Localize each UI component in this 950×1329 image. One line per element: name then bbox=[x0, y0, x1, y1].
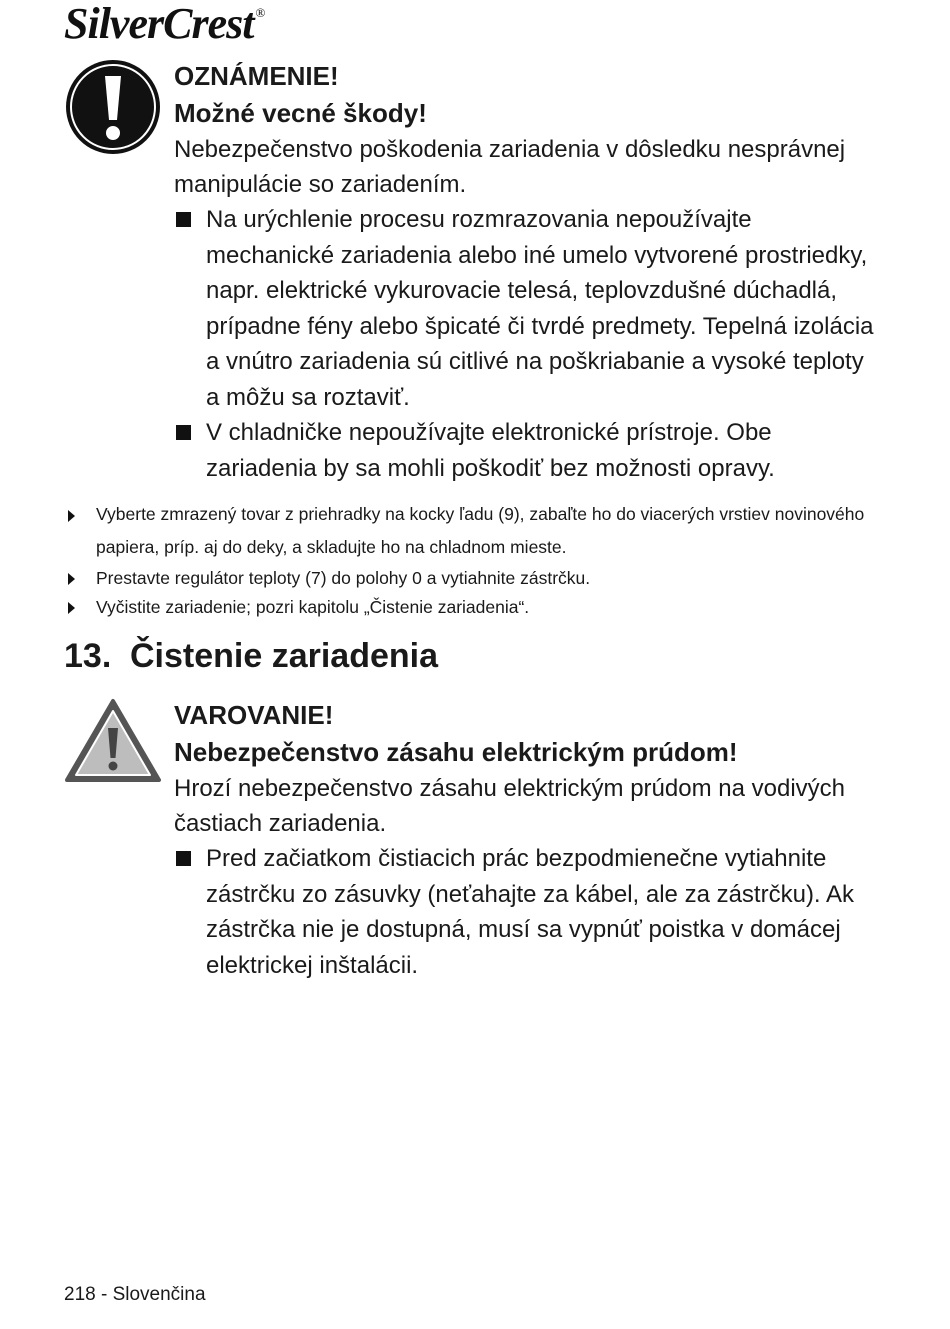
notice-bullet-text: Na urýchlenie procesu rozmrazovania nepoužívajte mechanické zariadenia alebo iné umelo vytvorené prostriedky, napr. elektrické vykurovacie telesá, teplovzdušné dúchadlá, prípadne fény alebo špicaté či tvrdé predmety. Tepelná izolácia a vnútro zariadenia sú citlivé na poškriabanie a vysoké teploty a môžu sa roztaviť. bbox=[206, 206, 874, 411]
step-item bbox=[64, 498, 884, 564]
warning-subtitle: Nebezpečenstvo zásahu elektrickým prúdom! bbox=[174, 737, 738, 767]
brand-logo bbox=[64, 2, 264, 46]
notice-bullet bbox=[174, 202, 874, 415]
arrow-bullet-icon bbox=[68, 573, 75, 585]
warning-lead: Hrozí nebezpečenstvo zásahu elektrickým prúdom na vodivých častiach zariadenia. bbox=[174, 775, 845, 837]
notice-bullet-text: V chladničke nepoužívajte elektronické prístroje. Obe zariadenia by sa mohli poškodiť bez možnosti opravy. bbox=[206, 419, 775, 482]
square-bullet-icon bbox=[176, 851, 191, 866]
notice-block bbox=[174, 58, 874, 486]
warning-bullet-text: Pred začiatkom čistiacich prác bezpodmienečne vytiahnite zástrčku zo zásuvky (neťahajte za kábel, ale za zástrčku). Ak zástrčka nie je dostupná, musí sa vypnúť poistka v domácej elektrickej inštalácii. bbox=[206, 845, 854, 979]
brand-logo-text: SilverCrest bbox=[64, 0, 254, 48]
warning-block bbox=[174, 697, 874, 983]
arrow-bullet-icon bbox=[68, 602, 75, 614]
step-text: Vyberte zmrazený tovar z priehradky na kocky ľadu (9), zabaľte ho do viacerých vrstiev novinového papiera, príp. aj do deky, a skladujte ho na chladnom mieste. bbox=[96, 504, 865, 557]
step-text: Vyčistite zariadenie; pozri kapitolu „Čistenie zariadenia“. bbox=[96, 597, 530, 617]
warning-title: VAROVANIE! bbox=[174, 700, 334, 730]
step-item bbox=[64, 564, 884, 593]
registered-mark: ® bbox=[255, 5, 265, 20]
arrow-bullet-icon bbox=[68, 510, 75, 522]
page-footer: 218 - Slovenčina bbox=[64, 1284, 206, 1305]
step-item bbox=[64, 593, 884, 622]
notice-bullet bbox=[174, 415, 874, 486]
section-heading bbox=[64, 632, 438, 680]
square-bullet-icon bbox=[176, 425, 191, 440]
square-bullet-icon bbox=[176, 212, 191, 227]
step-text: Prestavte regulátor teploty (7) do polohy 0 a vytiahnite zástrčku. bbox=[96, 568, 591, 588]
section-title: Čistenie zariadenia bbox=[130, 637, 439, 675]
instruction-steps bbox=[64, 498, 884, 622]
notice-title: OZNÁMENIE! bbox=[174, 61, 339, 91]
warning-triangle-icon bbox=[64, 698, 162, 784]
exclamation-circle-icon bbox=[64, 58, 162, 156]
section-number: 13. bbox=[64, 637, 112, 675]
notice-subtitle: Možné vecné škody! bbox=[174, 98, 427, 128]
notice-lead: Nebezpečenstvo poškodenia zariadenia v dôsledku nesprávnej manipulácie so zariadením. bbox=[174, 136, 846, 198]
warning-bullet bbox=[174, 841, 874, 983]
